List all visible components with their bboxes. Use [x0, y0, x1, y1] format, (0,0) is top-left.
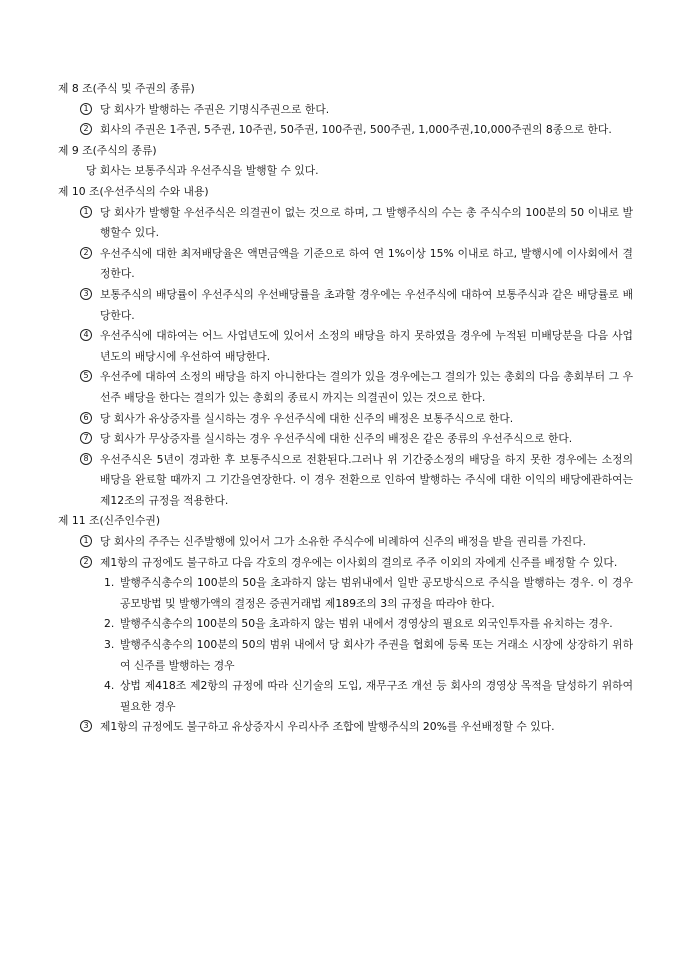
article-11 — [58, 511, 633, 738]
circled-number: 8 — [80, 453, 92, 465]
article-body: 당 회사는 보통주식과 우선주식을 발행할 수 있다. — [86, 164, 319, 178]
article-8 — [58, 79, 633, 141]
clause-text: 당 회사가 발행하는 주권은 기명식주권으로 한다. — [100, 102, 330, 116]
clause-3 — [58, 717, 633, 738]
subitem-3 — [58, 635, 633, 676]
article-title: 제 9 조(주식의 종류) — [58, 143, 157, 157]
clause-text: 제1항의 규정에도 불구하고 다음 각호의 경우에는 이사회의 결의로 주주 이외의 자에게 신주를 배정할 수 있다. — [100, 555, 618, 569]
clause-4 — [58, 326, 633, 367]
clause-text: 보통주식의 배당률이 우선주식의 우선배당률을 초과할 경우에는 우선주식에 대하여 보통주식과 같은 배당률로 배당한다. — [100, 287, 633, 322]
subitem-text: 발행주식총수의 100분의 50의 범위 내에서 당 회사가 주권을 협회에 등록 또는 거래소 시장에 상장하기 위하여 신주를 발행하는 경우 — [120, 638, 633, 672]
circled-number: 4 — [80, 329, 92, 341]
clause-text: 당 회사의 주주는 신주발행에 있어서 그가 소유한 주식수에 비례하여 신주의 배정을 받을 권리를 가진다. — [100, 535, 587, 549]
articles-of-incorporation — [58, 79, 633, 738]
circled-number: 5 — [80, 370, 92, 382]
circled-number: 2 — [80, 247, 92, 259]
subitem-1 — [58, 573, 633, 614]
clause-1 — [58, 203, 633, 244]
subitem-number: 2. — [104, 617, 115, 631]
clause-2 — [58, 553, 633, 574]
subitem-text: 상법 제418조 제2항의 규정에 따라 신기술의 도입, 재무구조 개선 등 회사의 경영상 목적을 달성하기 위하여 필요한 경우 — [120, 679, 633, 713]
clause-2 — [58, 244, 633, 285]
circled-number: 1 — [80, 103, 92, 115]
clause-text: 회사의 주권은 1주권, 5주권, 10주권, 50주권, 100주권, 500주권, 1,000주권,10,000주권의 8종으로 한다. — [100, 123, 612, 137]
clause-7 — [58, 429, 633, 450]
clause-5 — [58, 367, 633, 408]
clause-6 — [58, 409, 633, 430]
article-10 — [58, 182, 633, 512]
article-title: 제 10 조(우선주식의 수와 내용) — [58, 184, 209, 198]
article-title: 제 11 조(신주인수권) — [58, 514, 161, 528]
clause-text: 당 회사가 무상증자를 실시하는 경우 우선주식에 대한 신주의 배정은 같은 종류의 우선주식으로 한다. — [100, 432, 573, 446]
circled-number: 1 — [80, 535, 92, 547]
clause-text: 우선주식에 대하여는 어느 사업년도에 있어서 소정의 배당을 하지 못하였을 경우에 누적된 미배당분을 다음 사업년도의 배당시에 우선하여 배당한다. — [100, 329, 633, 363]
subitem-4 — [58, 676, 633, 717]
circled-number: 6 — [80, 412, 92, 424]
subitem-text: 발행주식총수의 100분의 50을 초과하지 않는 범위내에서 일반 공모방식으로 주식을 발행하는 경우. 이 경우 공모방법 및 발행가액의 결정은 증권거래법 제189조의 3의 규정을 따라야 한다. — [120, 576, 633, 610]
clause-1 — [58, 532, 633, 553]
clause-text: 당 회사가 유상증자를 실시하는 경우 우선주식에 대한 신주의 배정은 보통주식으로 한다. — [100, 411, 514, 425]
subitem-number: 3. — [104, 638, 115, 652]
article-9 — [58, 141, 633, 182]
clause-2 — [58, 120, 633, 141]
clause-text: 우선주식에 대한 최저배당율은 액면금액을 기준으로 하여 연 1%이상 15% 이내로 하고, 발행시에 이사회에서 결정한다. — [100, 246, 633, 281]
clause-text: 우선주에 대하여 소정의 배당을 하지 아니한다는 결의가 있을 경우에는그 결의가 있는 총회의 다음 총회부터 그 우선주 배당을 한다는 결의가 있는 총회의 종료시 까지는 의결권이 있는 것으로 한다. — [100, 370, 633, 404]
subitem-text: 발행주식총수의 100분의 50을 초과하지 않는 범위 내에서 경영상의 필요로 외국인투자를 유치하는 경우. — [120, 617, 613, 631]
circled-number: 3 — [80, 720, 92, 732]
circled-number: 2 — [80, 123, 92, 135]
circled-number: 7 — [80, 432, 92, 444]
circled-number: 2 — [80, 556, 92, 568]
circled-number: 3 — [80, 288, 92, 300]
article-title: 제 8 조(주식 및 주권의 종류) — [58, 82, 195, 95]
circled-number: 1 — [80, 206, 92, 218]
clause-3 — [58, 285, 633, 326]
clause-1 — [58, 100, 633, 121]
subitem-number: 1. — [104, 576, 115, 590]
clause-text: 제1항의 규정에도 불구하고 유상증자시 우리사주 조합에 발행주식의 20%를 우선배정할 수 있다. — [100, 720, 555, 734]
subitem-number: 4. — [104, 679, 115, 693]
clause-text: 우선주식은 5년이 경과한 후 보통주식으로 전환된다.그러나 위 기간중소정의 배당을 하지 못한 경우에는 소정의 배당을 완료할 때까지 그 기간을연장한다. 이 경우 전환으로 인하여 발행하는 주식에 대한 이익의 배당에관하여는 제12조의 규정을 적용한다. — [100, 452, 633, 507]
clause-8 — [58, 450, 633, 512]
subitem-2 — [58, 614, 633, 635]
clause-text: 당 회사가 발행할 우선주식은 의결권이 없는 것으로 하며, 그 발행주식의 수는 총 주식수의 100분의 50 이내로 발행할수 있다. — [100, 205, 633, 240]
